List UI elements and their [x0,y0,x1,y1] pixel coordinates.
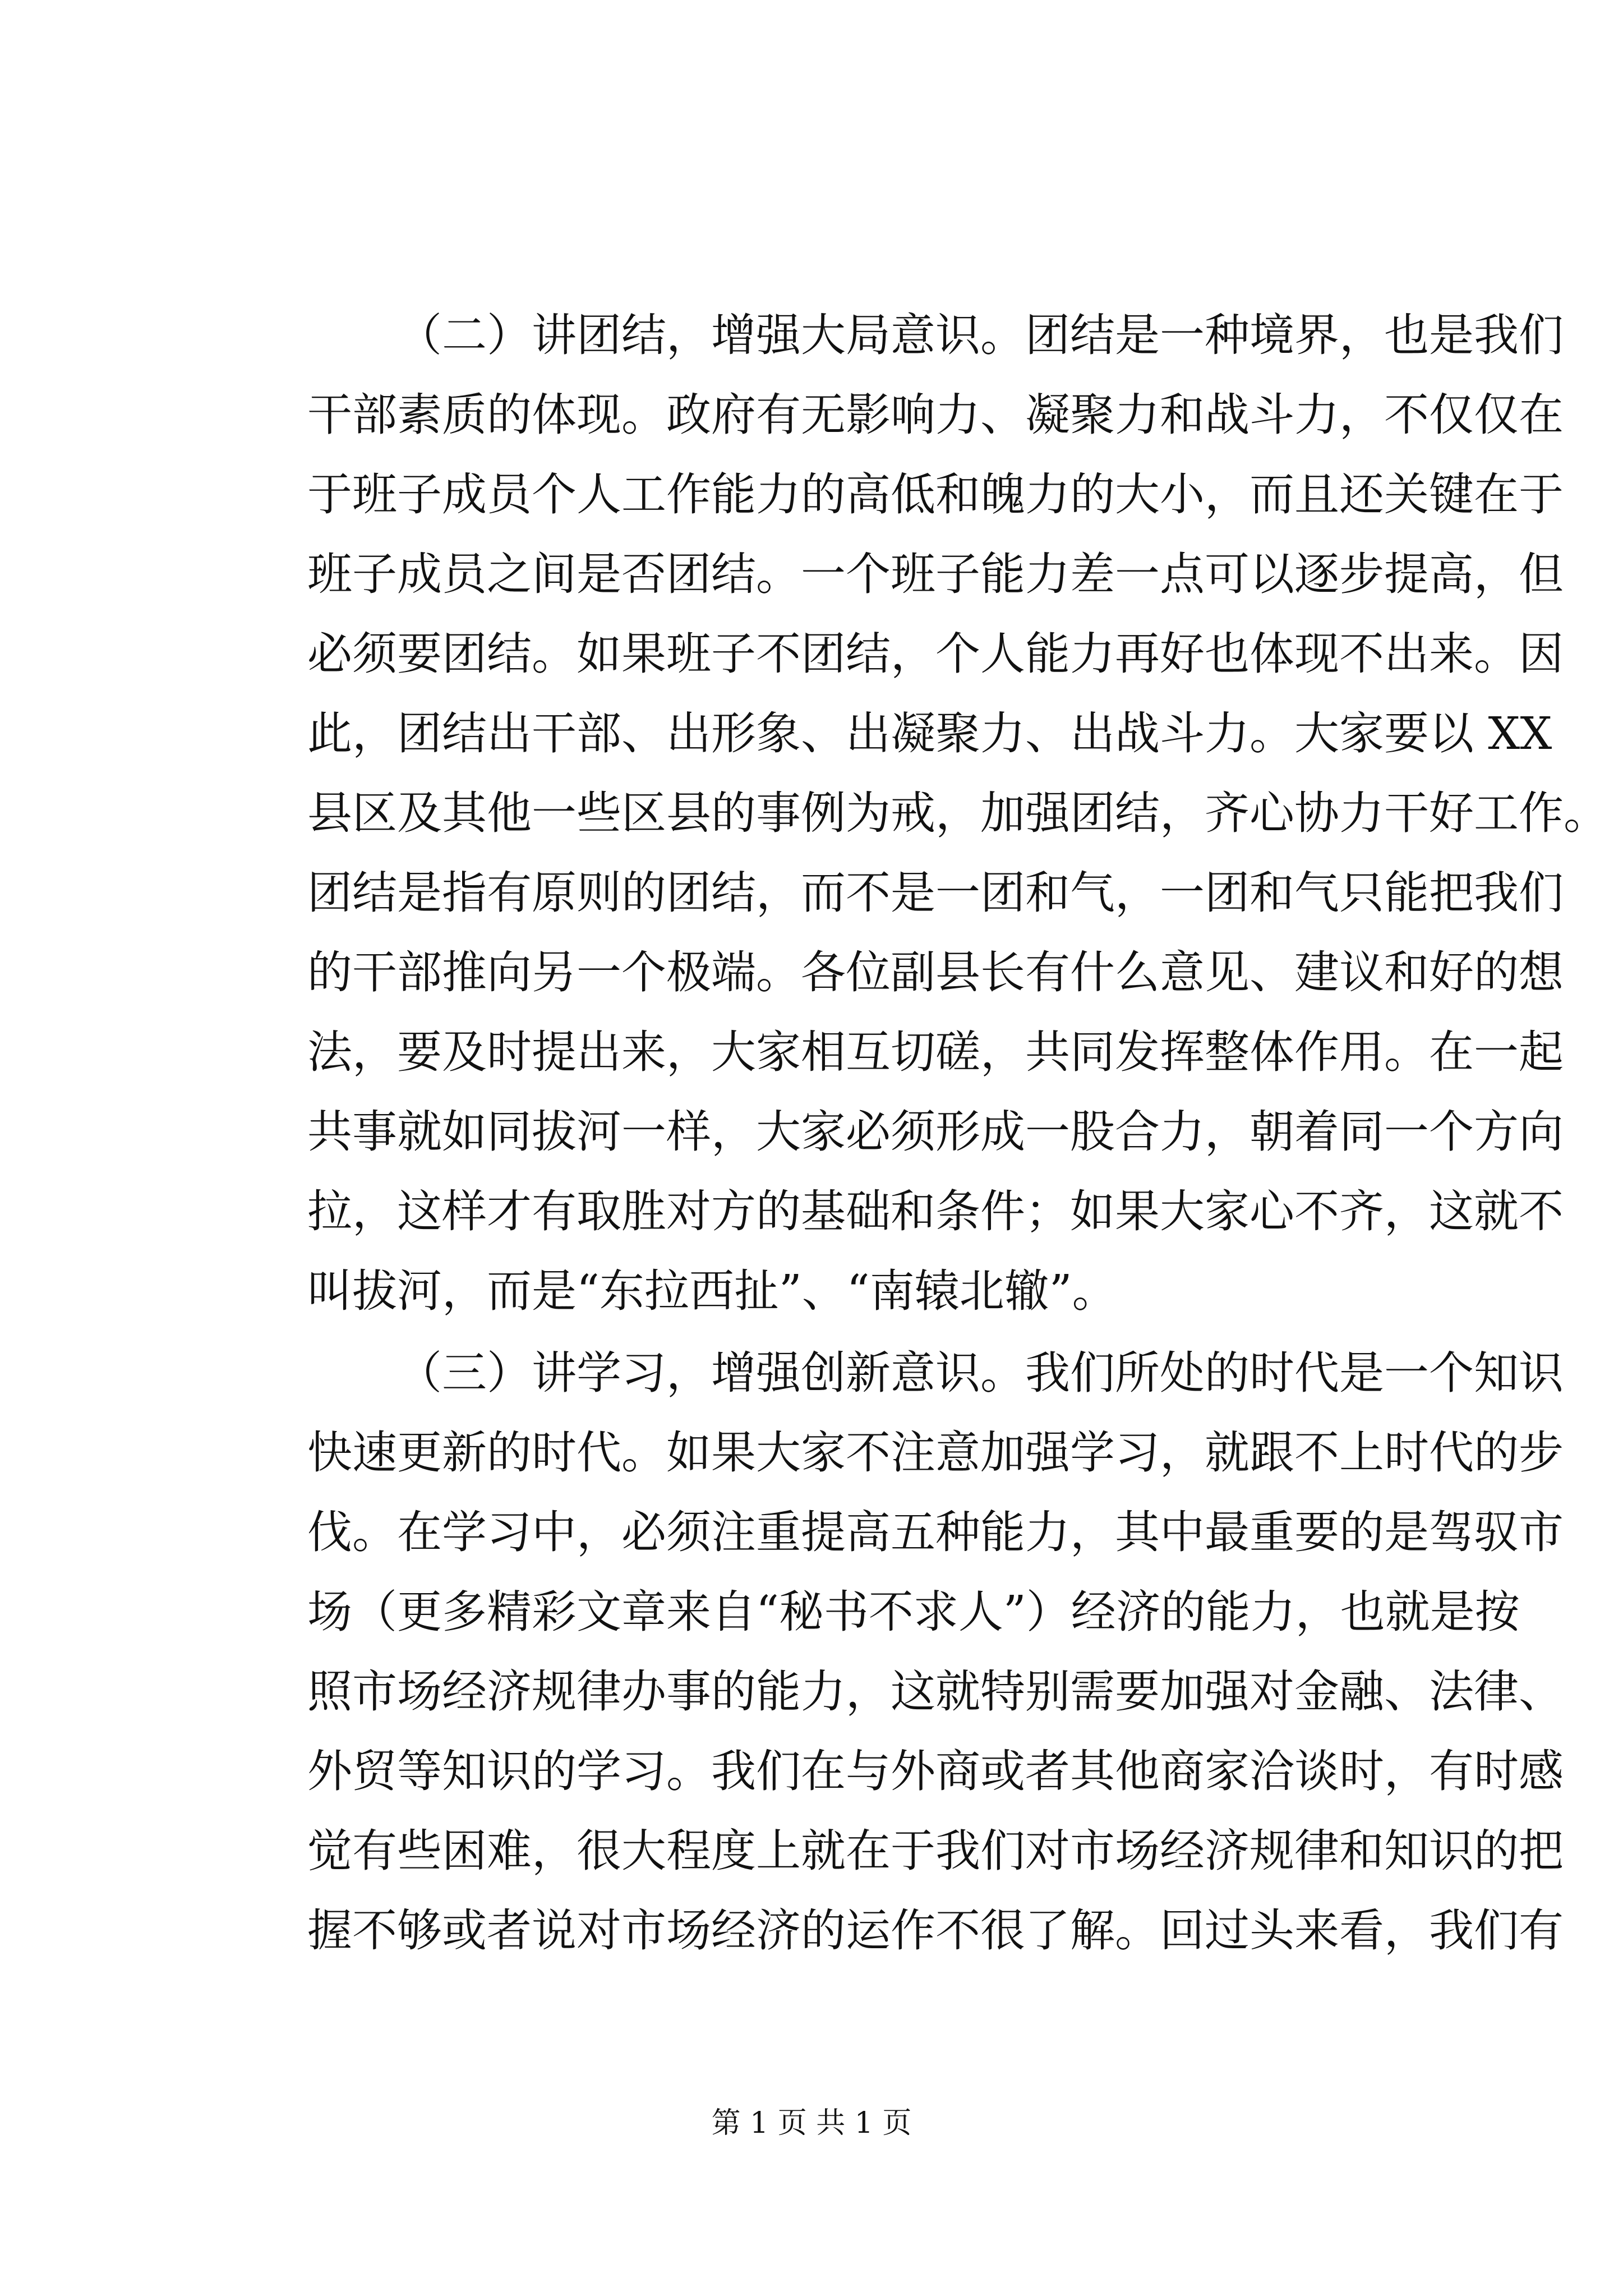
paragraph-line: 县区及其他一些区县的事例为戒，加强团结，齐心协力干好工作。 [307,787,1608,839]
paragraph-line: 握不够或者说对市场经济的运作不很了解。回过头来看，我们有 [307,1904,1564,1957]
paragraph-line: （三）讲学习，增强创新意识。我们所处的时代是一个知识 [397,1347,1564,1399]
paragraph-line: 班子成员之间是否团结。一个班子能力差一点可以逐步提高，但 [307,548,1564,600]
paragraph-line: 拉，这样才有取胜对方的基础和条件；如果大家心不齐，这就不 [307,1185,1564,1237]
paragraph-line: 快速更新的时代。如果大家不注意加强学习，就跟不上时代的步 [307,1427,1564,1479]
paragraph-line: 共事就如同拔河一样，大家必须形成一股合力，朝着同一个方向 [307,1106,1564,1158]
paragraph-line: 外贸等知识的学习。我们在与外商或者其他商家洽谈时，有时感 [307,1745,1564,1797]
page-footer: 第 1 页 共 1 页 [711,2106,912,2140]
paragraph-line: （二）讲团结，增强大局意识。团结是一种境界，也是我们 [397,309,1564,361]
paragraph-line: 觉有些困难，很大程度上就在于我们对市场经济规律和知识的把 [307,1825,1564,1877]
paragraph-line: 团结是指有原则的团结，而不是一团和气，一团和气只能把我们 [307,867,1564,919]
paragraph-line: 场（更多精彩文章来自“秘书不求人”）经济的能力，也就是按 [307,1586,1520,1638]
paragraph-line: 干部素质的体现。政府有无影响力、凝聚力和战斗力，不仅仅在 [307,389,1564,441]
paragraph-line: 照市场经济规律办事的能力，这就特别需要加强对金融、法律、 [307,1665,1564,1718]
paragraph-line: 伐。在学习中，必须注重提高五种能力，其中最重要的是驾驭市 [307,1506,1564,1558]
paragraph-line: 必须要团结。如果班子不团结，个人能力再好也体现不出来。因 [307,628,1564,680]
paragraph-line: 此，团结出干部、出形象、出凝聚力、出战斗力。大家要以 XX [307,707,1552,760]
paragraph-line: 的干部推向另一个极端。各位副县长有什么意见、建议和好的想 [307,946,1564,999]
paragraph-line: 法，要及时提出来，大家相互切磋，共同发挥整体作用。在一起 [307,1026,1564,1078]
paragraph-line: 叫拔河，而是“东拉西扯”、“南辕北辙”。 [307,1265,1117,1317]
paragraph-line: 于班子成员个人工作能力的高低和魄力的大小，而且还关键在于 [307,468,1564,521]
